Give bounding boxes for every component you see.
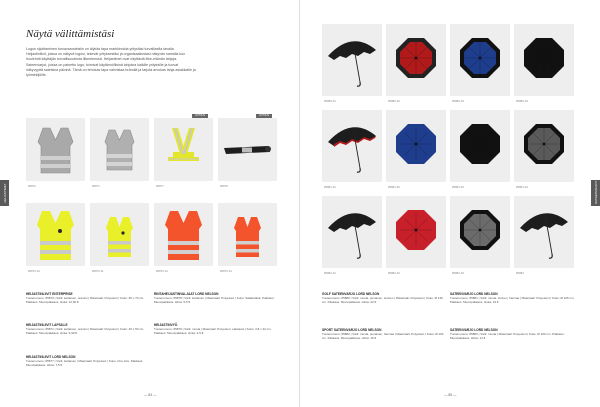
- side-tab-right: SATEENVARJOT: [591, 180, 600, 206]
- umbrella-image: [514, 196, 574, 268]
- product-description: HEIJASTINLIIVIT LORD NELSON Tuotenumero: #5877 | Värit: keltainen | Materiaali: Polyesteri | Koko: One size. Pakkaus: Muovipakkaus. Hinta: 7,5 €: [26, 355, 144, 368]
- umbrella-image: [514, 24, 574, 96]
- page-number-right: — 85 —: [444, 393, 457, 397]
- product-code: #5882-03: [452, 271, 464, 275]
- umbrella-handle: [357, 82, 360, 86]
- reflective-harness-image: [154, 118, 213, 181]
- umbrella-tile: [322, 196, 382, 275]
- product-code: #5880-04: [516, 99, 528, 103]
- umbrella-handle: [549, 254, 552, 258]
- umbrella-tile: [450, 196, 510, 275]
- product-tile-yellow-vest: #5870-10: [26, 203, 85, 266]
- product-description: SATEENVARJO LORD NELSON Tuotenumero: #5883 | Värit: musta | Materiaali: Polyesteri | Koko: Ø 100 cm. Pakkaus: Muovipakkaus. Hinta: 14 €: [450, 328, 565, 341]
- umbrella-tile: [450, 24, 510, 103]
- product-description: HEIJASTINLIIVIT LAPSILLE Tuotenumero: #5871 | Värit: keltainen, oranssi | Materiaali: Polyesteri | Koko: 40 x 50 cm. Pakkaus: Muovipakkaus. Hinta: 9,90 €: [26, 323, 145, 336]
- umbrella-tile: [514, 196, 574, 275]
- yellow-vest-image: [26, 203, 85, 266]
- umbrella-image: [322, 110, 382, 182]
- product-tile-reflective-belt: UUTUUS #5878: [218, 118, 277, 181]
- product-description: GOLF SATEENVARJO LORD NELSON Tuotenumero: #5880 | Värit: musta, punainen, sininen | Materiaali: Polyesteri | Koko: Ø 130 cm. Pakkaus: Muovipakkaus. Hinta: 22 €: [322, 292, 443, 305]
- product-code: #5881-02: [388, 185, 400, 189]
- page-title: Näytä välittämistäsi: [26, 28, 115, 40]
- umbrella-tile: [386, 24, 446, 103]
- product-code: #5880-02: [388, 99, 400, 103]
- product-code: #5881-04: [516, 185, 528, 189]
- product-description: SATEENVARJO LORD NELSON Tuotenumero: #5881 | Värit: musta, sininen, harmaa | Materiaali: Polyesteri | Koko: Ø 105 cm. Pakkaus: Muovipakkaus. Hinta: 16 €: [450, 292, 575, 305]
- umbrella-tip: [543, 57, 546, 60]
- product-tile-reflective-harness: UUTUUS #5877: [154, 118, 213, 181]
- product-description: HEIJASTINLIIVIT ENTERPRISE Tuotenumero: #5870 | Värit: keltainen, oranssi | Materiaali: Polyesteri | Koko: 65 x 70 cm. Pakkaus: Muovipakkaus. Hinta: 12,50 €: [26, 292, 145, 305]
- umbrella-image: [386, 196, 446, 268]
- product-code: #5882-01: [324, 271, 336, 275]
- product-description: SPORT SATEENVARJO LORD NELSON Tuotenumero: #5882 | Värit: musta, punainen, harmaa | Materiaali: Polyesteri | Koko: Ø 102 cm. Pakkaus: Muovipakkaus. Hinta: 15 €: [322, 328, 444, 341]
- umbrella-tile: [322, 24, 382, 103]
- product-code: #5881-01: [324, 185, 336, 189]
- product-tile-orange-vest: #5870-12: [154, 203, 213, 266]
- product-description: HEIJASTINVYÖ Tuotenumero: #5879 | Värit: musta | Materiaali: Polyesteri, elastaani | Koko: 3,8 x 42 cm. Pakkaus: Muovipakkaus. Hinta: 3,5 €: [154, 323, 272, 336]
- umbrella-tip: [479, 229, 482, 232]
- umbrella-image: [322, 196, 382, 268]
- umbrella-tile: [514, 110, 574, 189]
- intro-text: Logon sijoittaminen turvavarusteisiin on älykäs tapa markkinoida yritystäsi turvallisella tavalla. Heijastinliivit, joissa on näkyvä logosi, tekevät yrityksestäsi ja organisaatiostasi näkyvän samalla kun huolehdit käyttäjän turvallisuudesta liikenteessä. Heijastimet ovat näyttäviä liike-elämän lahjoja. Sateenvarjot, joissa on painettu logo, toimivat käytännöllisinä lahjoina kaikille yrityksille ja tuovat näkyvyyttä sateisina päivinä. Tämä on tehokas tapa vahvistaa brändiä ja tarjota arvokas lahja asiakkaille ja työntekijöille.: [26, 47, 196, 78]
- umbrella-canopy: [328, 41, 376, 60]
- umbrella-tip: [479, 57, 482, 60]
- umbrella-canopy: [328, 127, 376, 146]
- umbrella-handle: [357, 254, 360, 258]
- reflective-belt-image: [218, 118, 277, 181]
- grey-vest-kids-image: [90, 118, 149, 181]
- page-number-left: — 84 —: [144, 393, 157, 397]
- new-badge: UUTUUS: [192, 114, 208, 118]
- umbrella-canopy: [328, 213, 376, 232]
- umbrella-image: [450, 196, 510, 268]
- umbrella-tip: [479, 143, 482, 146]
- product-tile-grey-vest: #5870: [26, 118, 85, 181]
- umbrella-tip: [543, 143, 546, 146]
- product-code: #5880-01: [324, 99, 336, 103]
- umbrella-tile: [450, 110, 510, 189]
- umbrella-tile: [322, 110, 382, 189]
- product-code: #5880-03: [452, 99, 464, 103]
- product-tile-orange-vest-kids: #5870-13: [218, 203, 277, 266]
- umbrella-image: [322, 24, 382, 96]
- product-tile-yellow-vest-kids: #5870-11: [90, 203, 149, 266]
- product-code: #5883: [516, 271, 524, 275]
- product-description: RINTAHEIJASTINVALJAAT LORD NELSON Tuotenumero: #5878 | Värit: keltainen | Materiaali: Polyesteri | Koko: Säädettävä. Pakkaus: Muovipakkaus. Hinta: 5,5 €: [154, 292, 275, 305]
- umbrella-tip: [415, 229, 418, 232]
- umbrella-image: [386, 110, 446, 182]
- right-page: [300, 0, 600, 407]
- new-badge: UUTUUS: [256, 114, 272, 118]
- umbrella-tip: [415, 57, 418, 60]
- umbrella-image: [386, 24, 446, 96]
- product-tile-grey-vest-kids: #5871: [90, 118, 149, 181]
- side-tab-left: HEIJASTIMET: [0, 180, 9, 206]
- umbrella-image: [450, 110, 510, 182]
- grey-vest-image: [26, 118, 85, 181]
- umbrella-tip: [415, 143, 418, 146]
- umbrella-image: [514, 110, 574, 182]
- umbrella-tile: [386, 196, 446, 275]
- umbrella-tile: [386, 110, 446, 189]
- orange-vest-image: [154, 203, 213, 266]
- umbrella-handle: [357, 168, 360, 172]
- yellow-vest-kids-image: [90, 203, 149, 266]
- orange-vest-kids-image: [218, 203, 277, 266]
- umbrella-image: [450, 24, 510, 96]
- product-code: #5881-03: [452, 185, 464, 189]
- umbrella-canopy: [520, 213, 568, 232]
- product-code: #5882-02: [388, 271, 400, 275]
- umbrella-tile: [514, 24, 574, 103]
